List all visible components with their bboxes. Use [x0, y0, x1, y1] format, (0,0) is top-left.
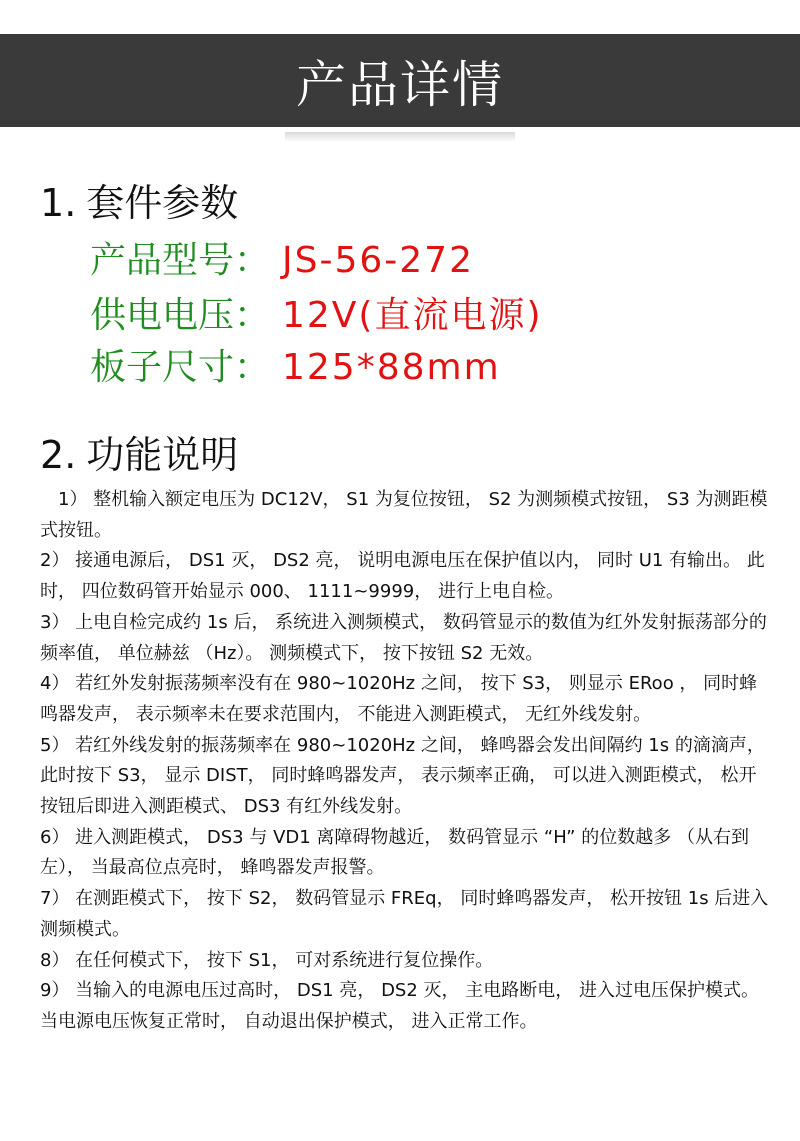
paragraph: 7） 在测距模式下， 按下 S2， 数码管显示 FREq， 同时蜂鸣器发声， 松开按钮 1s 后进入测频模式。 — [40, 888, 769, 940]
paragraph: 4） 若红外发射振荡频率没有在 980~1020Hz 之间， 按下 S3， 则显示 ERoo ， 同时蜂鸣器发声， 表示频率未在要求范围内， 不能进入测距模式， 无红外线发射。 — [40, 673, 758, 725]
paragraph: 当电源电压恢复正常时， 自动退出保护模式， 进入正常工作。 — [40, 1010, 538, 1032]
page-title: 产品详情 — [296, 55, 504, 114]
header-banner — [0, 34, 800, 127]
paragraph: 5） 若红外线发射的振荡频率在 980~1020Hz 之间， 蜂鸣器会发出间隔约 1s 的滴滴声， 此时按下 S3， 显示 DIST， 同时蜂鸣器发声， 表示频率正确， 可以进入测距模式， 松开按钮后即进入测距模式、 DS3 有红外线发射。 — [40, 734, 765, 818]
section-number: 2 — [40, 433, 65, 477]
spec-row-voltage — [90, 287, 543, 338]
paragraph: 6） 进入测距模式， DS3 与 VD1 离障碍物越近， 数码管显示 “H” 的位数越多 （从右到左）， 当最高位点亮时， 蜂鸣器发声报警。 — [40, 826, 749, 879]
banner-reflection — [0, 127, 800, 141]
section-number: 1 — [40, 181, 65, 225]
spec-label: 板子尺寸： — [90, 347, 271, 388]
spec-value: JS-56-272 — [282, 240, 474, 281]
spec-row-size — [90, 339, 501, 390]
paragraph: 9） 当输入的电源电压过高时， DS1 亮， DS2 灭， 主电路断电， 进入过电压保护模式。 — [40, 980, 759, 1002]
paragraph: 3） 上电自检完成约 1s 后， 系统进入测频模式， 数码管显示的数值为红外发射振荡部分的频率值， 单位赫兹 （Hz）。 测频模式下， 按下按钮 S2 无效。 — [40, 611, 767, 664]
section-title: 功能说明 — [86, 433, 239, 477]
paragraph: 1） 整机输入额定电压为 DC12V， S1 为复位按钮， S2 为测频模式按钮， S3 为测距模式按钮。 — [40, 489, 768, 541]
spec-label: 供电电压： — [90, 295, 271, 336]
section-title: 套件参数 — [86, 181, 239, 225]
section-heading-functions: 2. 功能说明 — [40, 433, 239, 477]
section-heading-params: 1. 套件参数 — [40, 181, 239, 225]
paragraph: 2） 接通电源后， DS1 灭， DS2 亮， 说明电源电压在保护值以内， 同时 U1 有输出。 此时， 四位数码管开始显示 000、 1111~9999， 进行上电自检。 — [40, 550, 765, 603]
function-description — [40, 485, 770, 1038]
spec-label: 产品型号： — [90, 240, 271, 281]
spec-row-model — [90, 232, 474, 283]
spec-value: 125*88mm — [282, 347, 501, 388]
spec-value: 12V(直流电源) — [282, 295, 543, 336]
paragraph: 8） 在任何模式下， 按下 S1， 可对系统进行复位操作。 — [40, 949, 494, 971]
